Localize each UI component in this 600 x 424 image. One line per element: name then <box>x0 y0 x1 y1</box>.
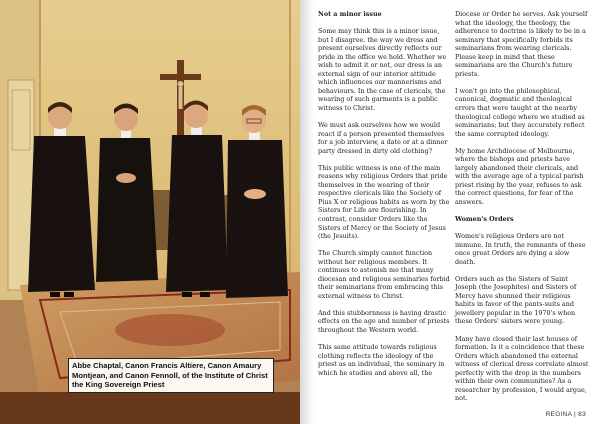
photo-caption: Abbe Chaptal, Canon Francis Altiere, Canon Amaury Montjean, and Canon Fennoll, of the Institute of Christ the King Sovereign Priest <box>68 358 274 393</box>
paragraph: Some may think this is a minor issue, but I disagree. the way we dress and present ourselves directly reflects our pride in the office we hold. Whether we wish to admit it or not, our dress is an external sign of our interior attitude which influences our mannerisms and behaviours. In the case of clericals, the wearing of such garments is a public witness to Christ. <box>318 27 447 112</box>
paragraph: This public witness is one of the main reasons why religious Orders that pride themselves in the wearing of their respective clericals like the Society of Pius X or religious habits as worn by the Sisters for Life are flourishing. In contrast, consider Orders like the Sisters of Mercy or the Society of Jesus (the Jesuits). <box>318 163 450 241</box>
paragraph: Women's religious Orders are not immune. In truth, the remnants of these once great Orders are dying a slow death. <box>455 232 586 266</box>
article-column-right <box>455 10 590 411</box>
paragraph: This same attitude towards religious clothing reflects the ideology of the priest as an individual, the seminary in which he studies and above all, the <box>318 343 445 377</box>
page-number: 83 <box>578 411 586 418</box>
paragraph: I won't go into the philosophical, canonical, dogmatic and theological errors that were taught at the nearby theological college where we studied as seminarians; but they accurately reflect the same corrupted ideology. <box>455 86 585 138</box>
page-gutter <box>300 0 314 424</box>
paragraph: Many have closed their last houses of formation. Is it a coincidence that these Orders which abandoned the external witness of clerical dress correlate almost perfectly with the drop in the numbers within their own communities? As a researcher by profession, I would argue, not. <box>455 334 589 403</box>
magazine-name: REGINA <box>545 411 572 418</box>
paragraph: Diocese or Order he serves. Ask yourself what the ideology, the theology, the adherence to doctrine is likely to be in a seminary that specifically forbids its seminarians from wearing clericals. Please keep in mind that these seminarians are the Church's future priests. <box>455 10 588 78</box>
section-heading: Women's Orders <box>455 214 514 223</box>
footer-separator: | <box>574 411 577 418</box>
paragraph: My home Archdiocese of Melbourne, where the bishops and priests have largely abandoned their clericals, and with the average age of a typical parish priest rising by the year, refuses to ask the correct questions, for fear of the answers. <box>455 146 584 206</box>
section-heading: Not a minor issue <box>318 10 382 18</box>
paragraph: Orders such as the Sisters of Saint Joseph (the Josephites) and Sisters of Mercy have shunned their religious habits in favor of the pants-suits and jewellery popular in the 1970's when these Orders' sisters were young. <box>455 274 577 326</box>
article-column-left <box>318 10 450 386</box>
paragraph: The Church simply cannot function without her religious members. It continues to astonish me that many diocesan and religious seminaries forbid their seminarians from embracing this external witness to Christ. <box>318 249 450 300</box>
paragraph: We must ask ourselves how we would react if a person presented themselves for a job interview, a date or at a dinner party dressed in dirty old clothing? <box>318 121 448 155</box>
paragraph: And this stubbornness is having drastic effects on the age and number of priests throughout the Western world. <box>318 308 450 334</box>
page-footer <box>546 411 586 418</box>
